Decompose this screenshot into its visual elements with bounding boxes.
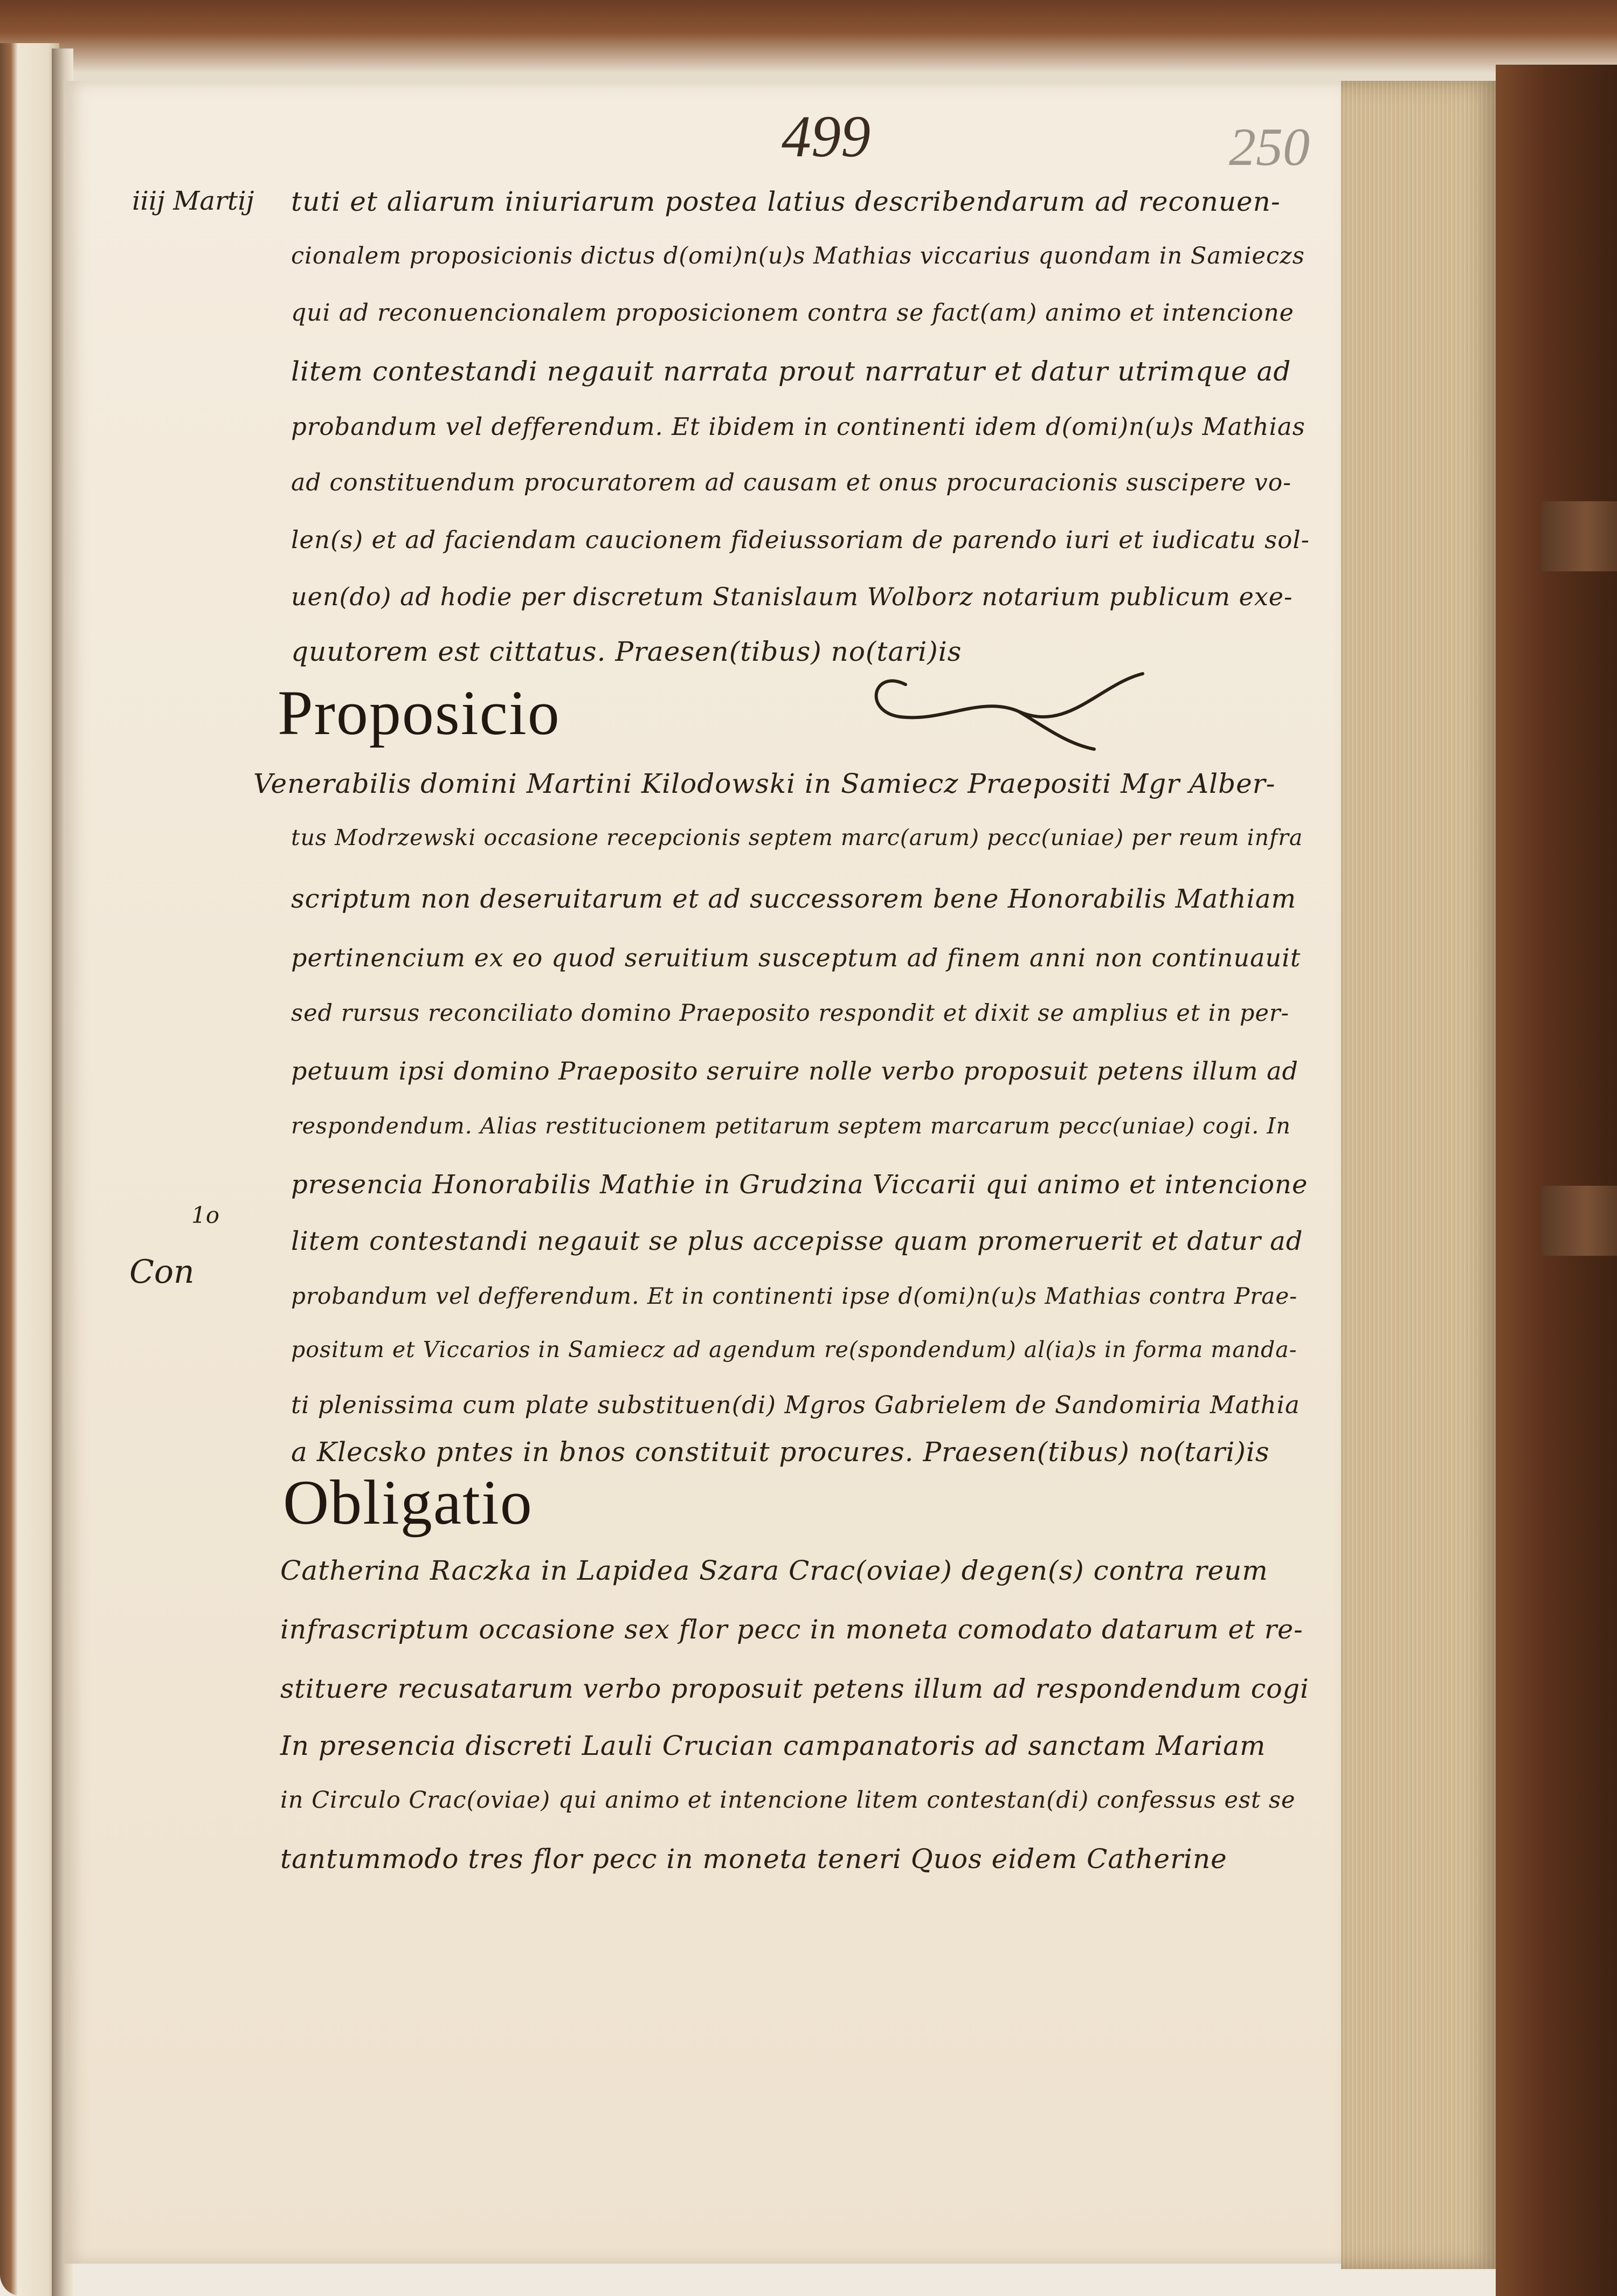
page-fore-edge xyxy=(1341,81,1497,2269)
left-page-edge xyxy=(0,43,59,2296)
text-line: stituere recusatarum verbo proposuit petens illum ad respondendum cogi xyxy=(280,1673,1309,1704)
text-line: ti plenissima cum plate substituen(di) Mgros Gabrielem de Sandomiria Mathia xyxy=(291,1391,1300,1419)
text-line: uen(do) ad hodie per discretum Stanislaum Wolborz notarium publicum exe- xyxy=(291,582,1293,611)
text-line: probandum vel defferendum. Et in continenti ipse d(omi)n(u)s Mathias contra Prae- xyxy=(291,1283,1298,1309)
text-line: tus Modrzewski occasione recepcionis septem marc(arum) pecc(uniae) per reum infra xyxy=(291,825,1303,850)
book-cover-right xyxy=(1496,65,1617,2296)
text-line: cionalem proposicionis dictus d(omi)n(u)s Mathias viccarius quondam in Samieczs xyxy=(291,243,1305,269)
text-line: a Klecsko pntes in bnos constituit procures. Praesen(tibus) no(tari)is xyxy=(291,1436,1270,1468)
folio-number-corner: 250 xyxy=(1229,117,1310,177)
text-line: litem contestandi negauit narrata prout narratur et datur utrimque ad xyxy=(291,356,1291,387)
text-line: probandum vel defferendum. Et ibidem in continenti idem d(omi)n(u)s Mathias xyxy=(291,412,1305,441)
text-line: tantummodo tres flor pecc in moneta teneri Quos eidem Catherine xyxy=(280,1843,1227,1875)
text-line: pertinencium ex eo quod seruitium susceptum ad finem anni non continuauit xyxy=(291,943,1301,972)
text-line: Venerabilis domini Martini Kilodowski in Samiecz Praepositi Mgr Alber- xyxy=(253,768,1276,799)
text-line: respondendum. Alias restitucionem petitarum septem marcarum pecc(uniae) cogi. In xyxy=(291,1113,1291,1139)
text-line: tuti et aliarum iniuriarum postea latius describendarum ad reconuen- xyxy=(291,186,1281,217)
margin-con-number: 1o xyxy=(191,1202,220,1228)
text-line: positum et Viccarios in Samiecz ad agendum re(spondendum) al(ia)s in forma manda- xyxy=(291,1337,1297,1363)
margin-date-note: iiij Martij xyxy=(132,186,254,216)
text-line: In presencia discreti Lauli Crucian campanatoris ad sanctam Mariam xyxy=(280,1730,1266,1761)
book-cover-top xyxy=(0,0,1617,81)
text-line: presencia Honorabilis Mathie in Grudzina Viccarii qui animo et intencione xyxy=(291,1170,1308,1200)
text-line: ad constituendum procuratorem ad causam et onus procuracionis suscipere vo- xyxy=(291,469,1292,496)
section-heading-proposicio: Proposicio xyxy=(278,677,561,748)
text-line: len(s) et ad faciendam caucionem fideiussoriam de parendo iuri et iudicatu sol- xyxy=(291,525,1310,554)
margin-con-label: Con xyxy=(129,1253,195,1291)
text-line: quutorem est cittatus. Praesen(tibus) no(tari)is xyxy=(291,636,962,667)
text-line: in Circulo Crac(oviae) qui animo et intencione litem contestan(di) confessus est se xyxy=(280,1787,1296,1814)
section-heading-obligatio: Obligatio xyxy=(283,1467,533,1538)
text-line: infrascriptum occasione sex flor pecc in moneta comodato datarum et re- xyxy=(280,1614,1303,1645)
text-line: sed rursus reconciliato domino Praeposito respondit et dixit se amplius et in per- xyxy=(291,1000,1289,1027)
text-line: Catherina Raczka in Lapidea Szara Crac(oviae) degen(s) contra reum xyxy=(280,1555,1268,1586)
text-line: petuum ipsi domino Praeposito seruire nolle verbo proposuit petens illum ad xyxy=(291,1056,1298,1085)
leather-tab-lower xyxy=(1542,1186,1617,1256)
text-line: litem contestandi negauit se plus accepisse quam promeruerit et datur ad xyxy=(291,1226,1303,1256)
text-line: qui ad reconuencionalem proposicionem contra se fact(am) animo et intencione xyxy=(291,299,1294,327)
leather-tab-upper xyxy=(1542,501,1617,571)
flourish-ornament xyxy=(841,663,1153,755)
text-line: scriptum non deseruitarum et ad successorem bene Honorabilis Mathiam xyxy=(291,884,1296,914)
folio-number: 499 xyxy=(782,103,870,169)
